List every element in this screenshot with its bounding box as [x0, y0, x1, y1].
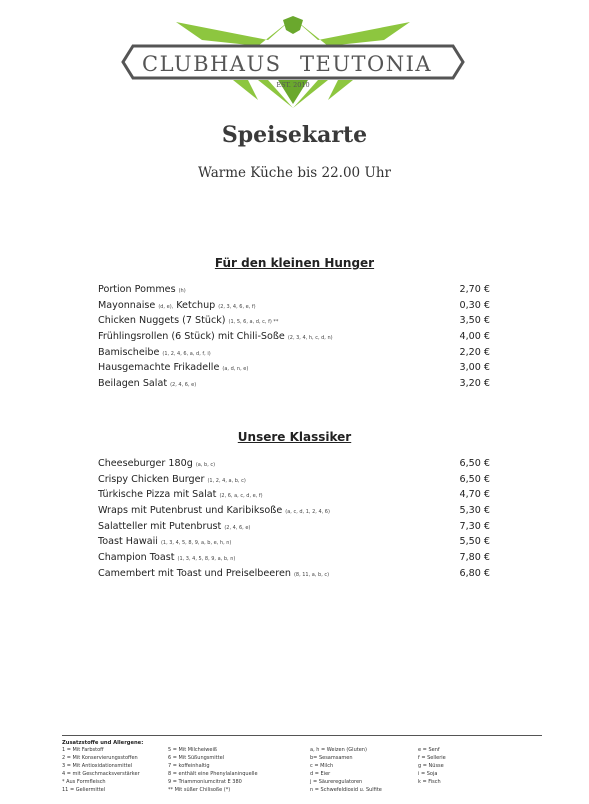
- item-name: Cheeseburger 180g: [98, 458, 193, 469]
- item-name: Beilagen Salat: [98, 378, 168, 390]
- item-price: 7,30 €: [459, 520, 490, 532]
- allergen-note: (2, 6, a, c, d, e, f): [219, 493, 263, 500]
- item-price: 7,80 €: [459, 552, 490, 564]
- item-price: 2,70 €: [459, 284, 490, 295]
- allergen-note: (a, b, c): [195, 462, 216, 468]
- menu-item: [98, 505, 490, 521]
- allergen-note: (a, d, n, e): [222, 366, 249, 373]
- legend-entry: 3 = Mit Antioxidationsmittel: [62, 762, 133, 769]
- legend-entry: 8 = enthält eine Phenylalaninquelle: [168, 770, 258, 777]
- legend-column-1: [62, 747, 140, 794]
- menu-list-kleiner-hunger: [98, 284, 490, 394]
- allergen-note: (d, e),: [158, 303, 174, 310]
- item-name: Frühlingsrollen (6 Stück) mit Chili-Soße: [98, 331, 285, 343]
- menu-item: [98, 489, 490, 505]
- menu-item: [98, 474, 490, 490]
- legend-entry: 6 = Mit Süßungsmittel: [168, 754, 225, 761]
- item-price: 6,80 €: [459, 567, 490, 579]
- menu-item: [98, 331, 490, 347]
- legend-divider: [62, 735, 542, 736]
- item-price: 4,70 €: [459, 489, 490, 501]
- item-price: 3,50 €: [459, 315, 490, 327]
- menu-list-klassiker: [98, 458, 490, 584]
- allergen-note: (1, 2, 4, 6, a, d, f, i): [162, 350, 211, 357]
- allergen-note: (a, c, d, 1, 2, 4, 6): [285, 509, 330, 516]
- item-price: 3,00 €: [459, 362, 490, 374]
- item-price: 2,20 €: [459, 346, 490, 358]
- page-title: Speisekarte: [221, 122, 368, 148]
- item-name: Bamischeibe: [98, 346, 160, 358]
- menu-item: [98, 521, 490, 537]
- legend-entry: 1 = Mit Farbstoff: [62, 747, 104, 753]
- item-name: Türkische Pizza mit Salat: [98, 489, 217, 501]
- menu-item: [98, 300, 490, 316]
- allergen-note: (1, 2, 4, a, b, c): [207, 477, 246, 484]
- legend-entry: 5 = Mit Milcheiweiß: [168, 747, 217, 753]
- allergen-note: (1, 5, 6, a, d, c, f) **: [228, 319, 279, 326]
- legend-entry: c = Milch: [310, 762, 334, 769]
- item-price: 5,50 €: [459, 536, 490, 548]
- legend-entry: k = Fisch: [418, 778, 441, 785]
- menu-item: [98, 536, 490, 552]
- legend-entry: 9 = Triammoniumcitrat E 380: [168, 778, 242, 785]
- logo-est: EST. 2010: [276, 81, 310, 89]
- item-price: 6,50 €: [459, 473, 490, 485]
- menu-item: [98, 315, 490, 331]
- section-title-klassiker: Unsere Klassiker: [237, 430, 352, 444]
- allergen-note: (1, 3, 4, 5, 8, 9, a, b, n): [177, 556, 236, 563]
- allergen-note: (2, 4, 6, e): [224, 524, 251, 531]
- allergen-note: (h): [178, 288, 186, 294]
- logo-name-right: TEUTONIA: [300, 52, 433, 76]
- item-price: 4,00 €: [459, 331, 490, 343]
- item-name-extra: Ketchup: [176, 299, 216, 311]
- item-price: 6,50 €: [459, 458, 490, 469]
- item-name: Champion Toast: [98, 552, 175, 564]
- legend-entry: a, h = Weizen (Gluten): [310, 747, 367, 753]
- legend-entry: i = Soja: [418, 770, 438, 777]
- legend-entry: g = Nüsse: [418, 762, 444, 769]
- legend-entry: 7 = koffeinhaltig: [168, 762, 210, 769]
- menu-item: [98, 458, 490, 474]
- item-price: 5,30 €: [459, 505, 490, 517]
- allergen-note-extra: (2, 3, 4, 6, e, f): [218, 303, 256, 310]
- menu-item: [98, 362, 490, 378]
- legend-entry: 2 = Mit Konservierungsstoffen: [62, 754, 138, 761]
- menu-item: [98, 568, 490, 584]
- item-name: Mayonnaise: [98, 299, 156, 311]
- legend-entry: * Aus Formfleisch: [62, 778, 106, 785]
- menu-item: [98, 284, 490, 300]
- item-name: Chicken Nuggets (7 Stück): [98, 315, 226, 327]
- item-name: Hausgemachte Frikadelle: [98, 362, 220, 374]
- legend-entry: ** Mit süßer Chilisoße (*): [168, 786, 231, 793]
- item-price: 3,20 €: [459, 378, 490, 390]
- item-name: Wraps mit Putenbrust und Karibiksoße: [98, 505, 283, 517]
- item-price: 0,30 €: [459, 299, 490, 311]
- legend-entry: d = Eier: [310, 770, 331, 777]
- item-name: Crispy Chicken Burger: [98, 473, 205, 485]
- page-subtitle: Warme Küche bis 22.00 Uhr: [198, 165, 391, 181]
- clubhaus-teutonia-logo: [118, 16, 468, 110]
- allergen-note: (1, 3, 4, 5, 8, 9, a, b, e, h, n): [160, 540, 232, 547]
- legend-title: Zusatzstoffe und Allergene:: [62, 740, 144, 746]
- item-name: Portion Pommes: [98, 284, 176, 295]
- allergen-note: (2, 3, 4, h, c, d, n): [287, 335, 333, 342]
- menu-item: [98, 552, 490, 568]
- legend-column-4: [418, 747, 446, 787]
- allergen-note: (8, 11, a, b, c): [293, 571, 330, 578]
- legend-entry: 11 = Geliermittel: [62, 786, 106, 793]
- logo-name-left: CLUBHAUS: [142, 52, 282, 76]
- legend-entry: b= Sesamsamen: [310, 754, 353, 761]
- legend-entry: e = Senf: [418, 747, 440, 753]
- legend-entry: f = Sellerie: [418, 754, 446, 761]
- item-name: Camembert mit Toast und Preiselbeeren: [98, 567, 291, 579]
- item-name: Toast Hawaii: [98, 536, 158, 548]
- legend-entry: j = Säureregulatoren: [310, 778, 363, 785]
- legend-column-2: [168, 747, 258, 794]
- logo-graphic: [118, 16, 468, 110]
- legend-entry: 4 = mit Geschmacksverstärker: [62, 770, 140, 777]
- section-title-kleiner-hunger: Für den kleinen Hunger: [214, 256, 375, 270]
- menu-item: [98, 347, 490, 363]
- legend-column-3: [310, 747, 382, 794]
- legend-entry: n = Schwefeldioxid u. Sulfite: [310, 786, 382, 793]
- allergen-note: (2, 4, 6, e): [170, 382, 197, 389]
- item-name: Salatteller mit Putenbrust: [98, 520, 222, 532]
- menu-item: [98, 378, 490, 394]
